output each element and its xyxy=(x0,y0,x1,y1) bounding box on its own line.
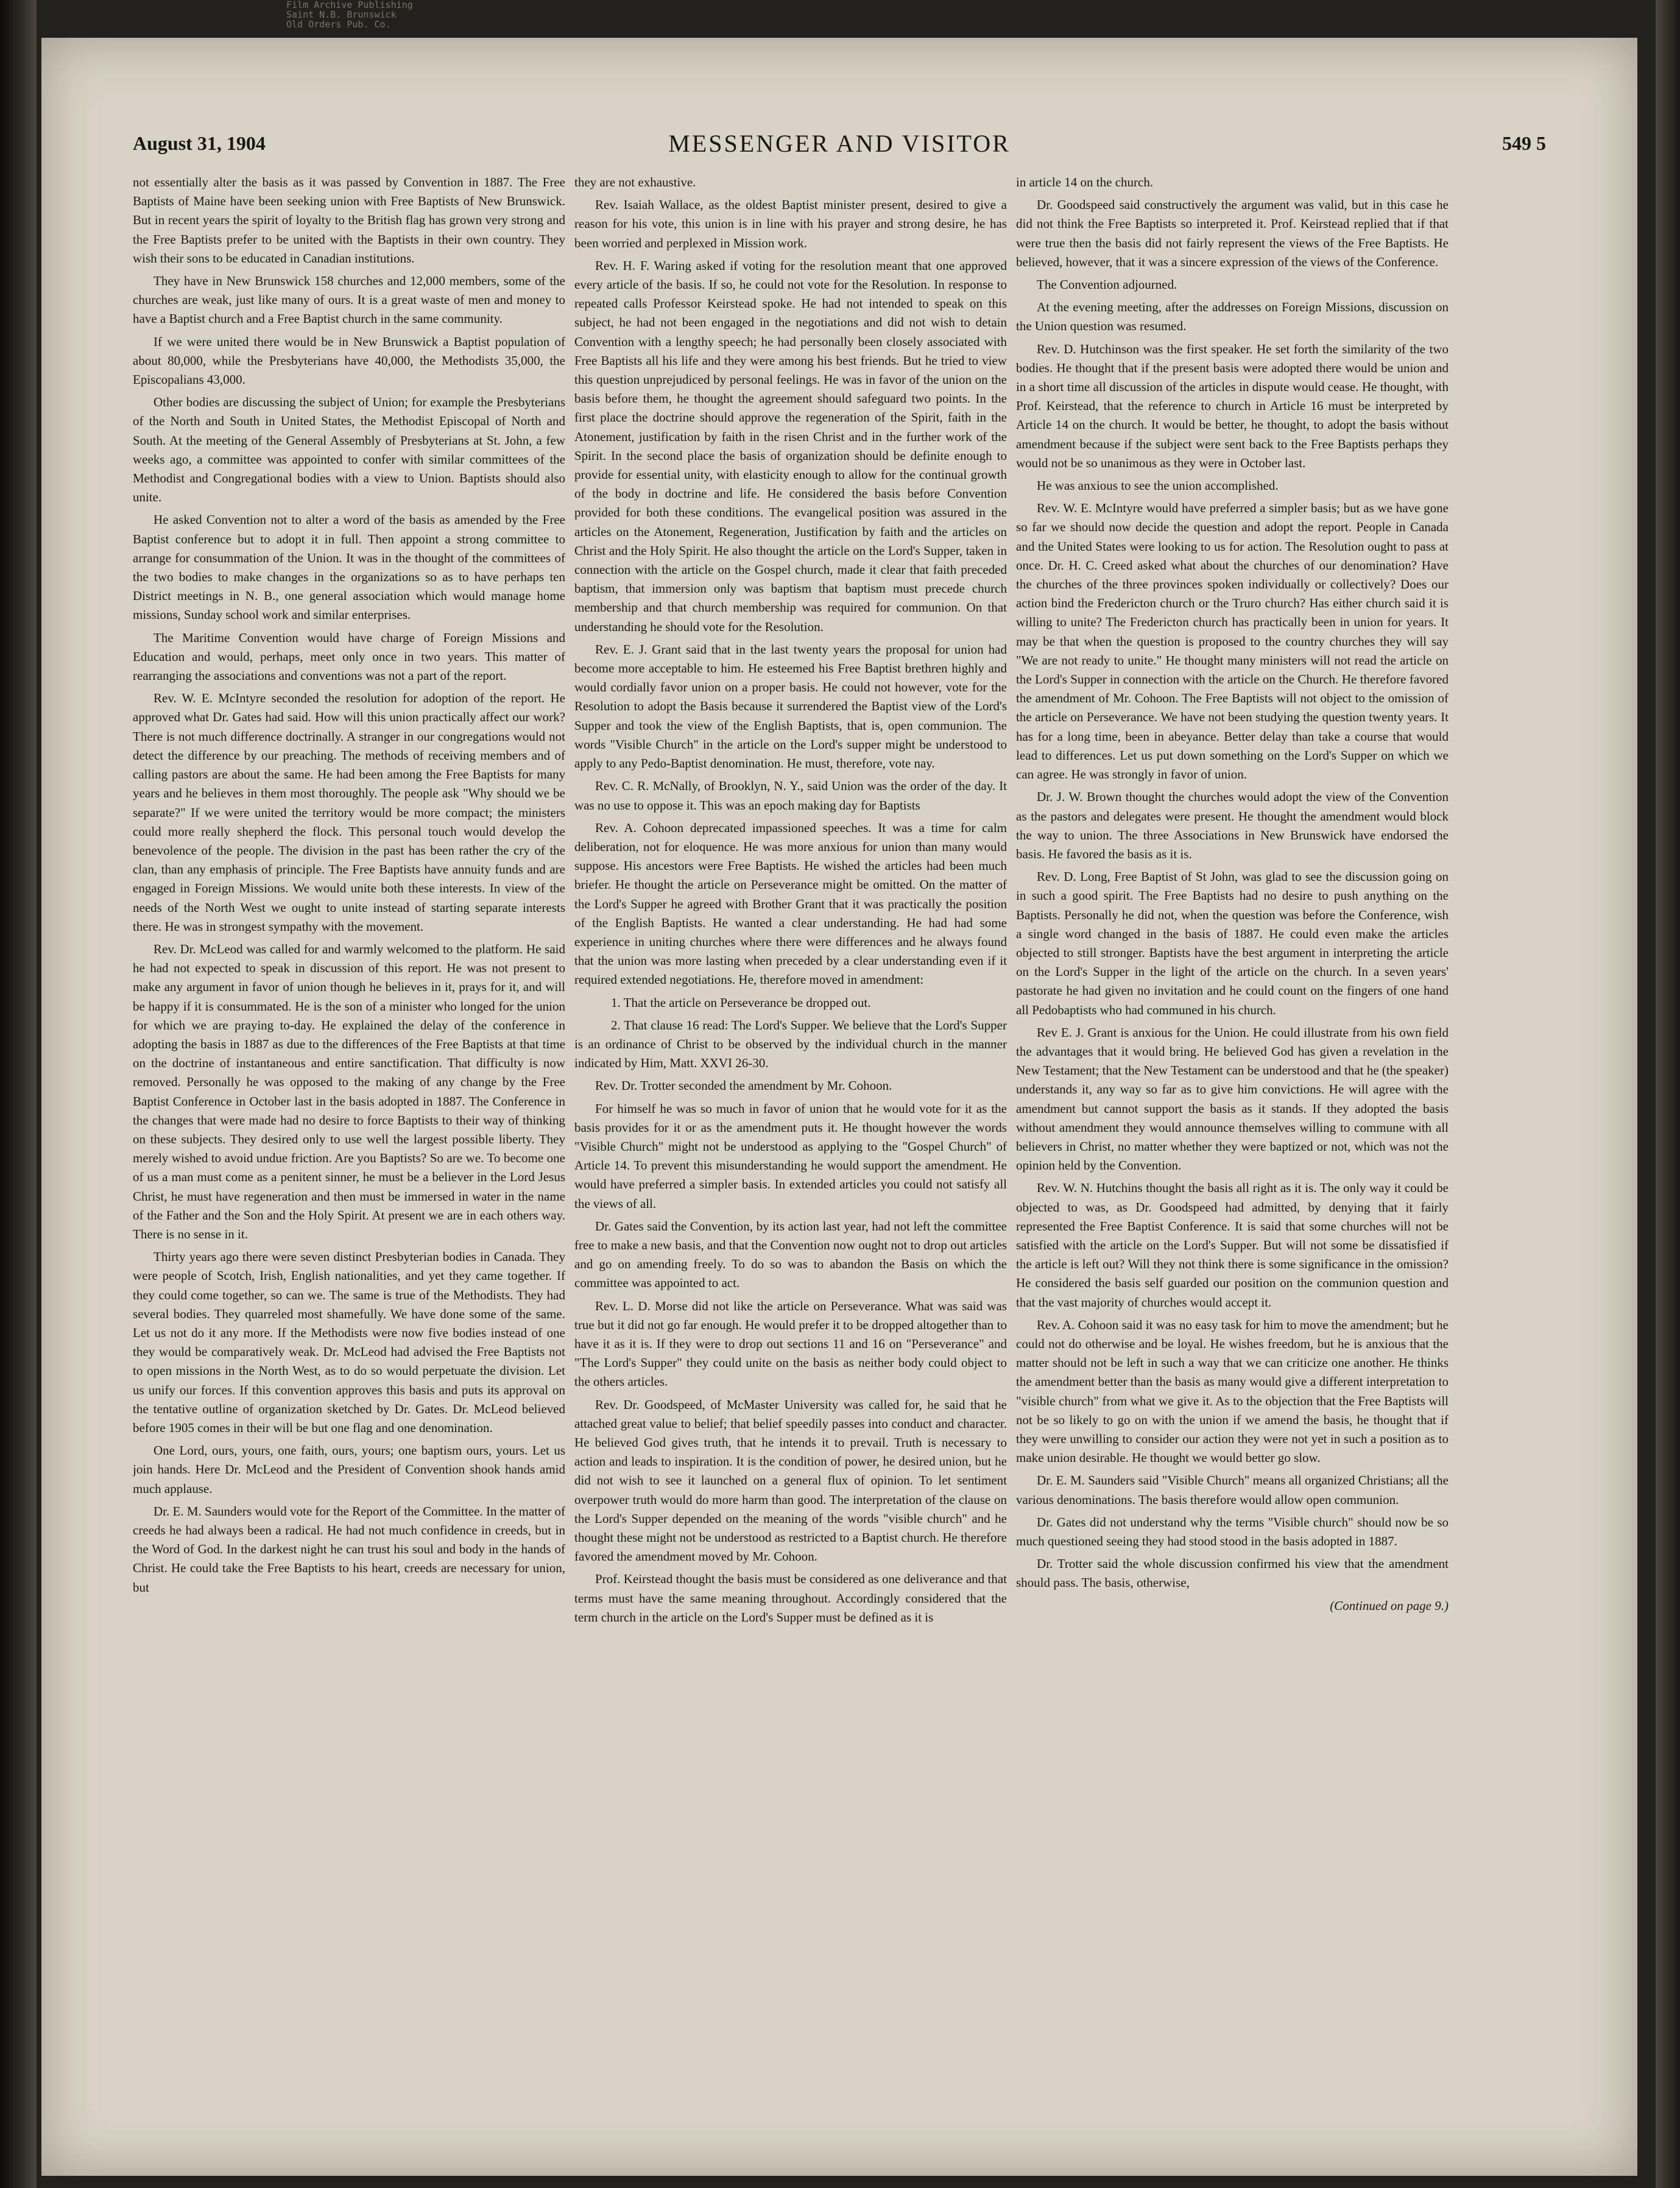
paragraph: He asked Convention not to alter a word of the basis as amended by the Free Baptist conference but to adopt it in full. Then appoint a strong committee to arrange for consummation of the Union. It was in the thought of the committees of the two bodies to make changes in the organizations so as to have perhaps ten District meetings in N. B., one general association which would manage home missions, Sunday school work and similar enterprises. xyxy=(133,512,565,623)
paragraph: Rev. D. Hutchinson was the first speaker. He set forth the similarity of the two bodies. He thought that if the present basis were adopted there would be union and in a short time all discussion of the articles in dispute would cease. He thought, with Prof. Keirstead, that the reference to church in Article 16 must be interpreted by Article 14 on the church. It would be better, he thought, to adopt the basis without amendment because if the subject were sent back to the Free Baptists perhaps they would not be so unanimous as they were in October last. xyxy=(1016,341,1449,470)
paragraph: The Convention adjourned. xyxy=(1037,277,1177,292)
amendment-clause: 2. That clause 16 read: The Lord's Supper. We believe that the Lord's Supper is an ordinance of Christ to be observed by the individual church in the manner indicated by Him, Matt. XXVI 26-30. xyxy=(574,1017,1007,1071)
paragraph: Thirty years ago there were seven distinct Presbyterian bodies in Canada. They were people of Scotch, Irish, English nationalities, and yet they came together. If they could come together, so can we. The same is true of the Methodists. They had several bodies. They quarreled most shamefully. We have done some of the same. Let us not do it any more. If the Methodists were now five bodies instead of one they would be comparatively weak. Dr. McLeod had advised the Free Baptists not to open missions in the North West, as to do so would perpetuate the division. Let us unify our forces. If this convention approves this basis and puts its approval on the tentative outline of organization sketched by Dr. Gates. Dr. McLeod believed before 1905 comes in their will be but one flag and one denomination. xyxy=(133,1249,565,1435)
film-border-right xyxy=(1656,0,1680,2188)
paragraph: He was anxious to see the union accomplished. xyxy=(1037,478,1279,493)
paragraph: Rev. Dr. McLeod was called for and warmly welcomed to the platform. He said he had not expected to speak in discussion of this report. He was not present to make any argument in favor of union though he believes in it, prays for it, and will be happy if it is consummated. He is the son of a minister who longed for the union for which we are praying to-day. He explained the delay of the conference in adopting the basis in 1887 as due to the differences of the Free Baptists at that time on the doctrine of instantaneous and entire sanctification. That difficulty is now removed. Personally he was opposed to the making of any change by the Free Baptist Conference in October last in the basis adopted in 1887. The Conference in the changes that were made had no desire to force Baptists to their way of thinking on these subjects. They desired only to use well the largest possible liberty. They merely wished to avoid undue friction. Are you Baptists? So are we. To become one of us a man must come as a penitent sinner, he must be a believer in the Lord Jesus Christ, he must have regeneration and then must be immersed in water in the name of the Father and the Son and the Holy Spirit. At present we are in each others way. There is no sense in it. xyxy=(133,941,565,1241)
paragraph: Rev. H. F. Waring asked if voting for the resolution meant that one approved every article of the basis. If so, he could not vote for the Resolution. In response to repeated calls Professor Keirstead spoke. He had not intended to speak on this subject, he had not been engaged in the negotiations and did not wish to detain Convention with a lengthy speech; he had personally been closely associated with Free Baptists all his life and they were among his best friends. But he tried to view this question unprejudiced by personal feelings. He was in favor of the union on the basis before them, he thought the agreement should safeguard two points. In the first place the doctrine should approve the regeneration of the Spirit, faith in the Atonement, justification by faith in the risen Christ and in the further work of the Spirit. In the second place the basis of organization should be definite enough to provide for essential unity, with elasticity enough to allow for the continual growth of the body in doctrine and life. He considered the basis before Convention provided for both these conditions. The evangelical position was assured in the articles on the Atonement, Regeneration, Justification by faith and the articles on Christ and the Holy Spirit. He also thought the article on the Lord's Supper, taken in connection with the article on the Gospel church, made it clear that faith preceded baptism, that immersion only was baptism that baptism must precede church membership and that church membership was required for communion. On that understanding he should vote for the Resolution. xyxy=(574,258,1007,634)
paragraph: Dr. J. W. Brown thought the churches would adopt the view of the Convention as the pastors and delegates were present. He thought the amendment would block the way to union. The three Associations in New Brunswick have endorsed the basis. He favored the basis as it is. xyxy=(1016,789,1449,861)
paragraph: Rev. A. Cohoon said it was no easy task for him to move the amendment; but he could not do otherwise and be loyal. He wishes freedom, but he is anxious that the matter should not be left in such a way that we can criticize one another. He thinks the amendment better than the basis as many would give a different interpretation to "visible church" from what we give it. As to the objection that the Free Baptists will not be so likely to go on with the union if we amend the basis, he thought that if they were unwilling to consider our action they were not yet in such a position as to make union desirable. He thought we would better go slow. xyxy=(1016,1317,1449,1466)
paragraph: Rev. W. N. Hutchins thought the basis all right as it is. The only way it could be objected to was, as Dr. Goodspeed had admitted, by denying that it fairly represented the Free Baptist Conference. It is said that some churches will not be satisfied with the article on the Lord's Supper. But will not some be dissatisfied if the article is left out? Will they not think there is some significance in the omission? He considered the basis self guarded our position on the communion question and that the vast majority of churches would accept it. xyxy=(1016,1180,1449,1310)
column-3 xyxy=(1016,173,1449,2159)
paragraph: Rev. W. E. McIntyre would have preferred a simpler basis; but as we have gone so far we should now decide the question and adopt the report. People in Canada and the United States were looking to us for action. The Resolution ought to pass at once. Dr. H. C. Creed asked what about the churches of our denomination? Have the churches of the three provinces spoken individually or collectively? Does our action bind the Fredericton church or the Truro church? Has either church said it is willing to unite? The Fredericton church has practically been in union for years. It may be that when the question is proposed to the country churches they will say "We are not ready to unite." He thought many ministers will not read the article on the Lord's Supper in connection with the article on the Church. He therefore favored the amendment of Mr. Cohoon. The Free Baptists will not object to the omission of the article on Perseverance. We have not been studying the question twenty years. It has for a long time, been in abeyance. Better delay than take a course that would lead to differences. Let us put down something on the Lord's Supper on which we can agree. He was strongly in favor of union. xyxy=(1016,501,1449,782)
paragraph: Dr. E. M. Saunders would vote for the Report of the Committee. In the matter of creeds he had always been a radical. He had not much confidence in creeds, but in the Word of God. In the darkest night he can trust his soul and body in the hands of Christ. He could take the Free Baptists to his heart, creeds are necessary for union, but xyxy=(133,1503,565,1595)
paragraph: At the evening meeting, after the addresses on Foreign Missions, discussion on the Union question was resumed. xyxy=(1016,300,1449,334)
page-header xyxy=(41,38,1637,166)
paragraph: Rev. E. J. Grant said that in the last twenty years the proposal for union had become more acceptable to him. He esteemed his Free Baptist brethren highly and would cordially favor union on a proper basis. He could not however, vote for the Resolution to adopt the Basis because it surrendered the Baptist view of the Lord's Supper and took the view of the English Baptists, that is, open communion. The words "Visible Church" in the article on the Lord's supper might be understood to apply to any Pedo-Baptist denomination. He must, therefore, vote nay. xyxy=(574,641,1007,771)
column-2 xyxy=(574,173,1007,2159)
paragraph: For himself he was so much in favor of union that he would vote for it as the basis provides for it or as the amendment puts it. He thought however the words "Visible Church" might not be understood as applying to the "Gospel Church" of Article 14. To prevent this misunderstanding he would support the amendment. He would have preferred a simpler basis. In extended articles you could not satisfy all the views of all. xyxy=(574,1101,1007,1211)
newspaper-page xyxy=(41,38,1637,2176)
stamp-line: Saint N.B. Brunswick xyxy=(286,9,397,20)
paragraph: Rev E. J. Grant is anxious for the Union. He could illustrate from his own field the advantages that it would bring. He believed God has given a revelation in the New Testament; that the New Testament can be understood and that he (the speaker) understands it, any way so far as to give him convictions. He will agree with the amendment but cannot support the basis as it stands. If they adopted the basis without amendment they would announce themselves willing to commune with all believers in Christ, no matter whether they were baptized or not, which was not the opinion held by the Convention. xyxy=(1016,1025,1449,1173)
film-border-left xyxy=(0,0,37,2188)
paragraph: Rev. A. Cohoon deprecated impassioned speeches. It was a time for calm deliberation, not for eloquence. He was more anxious for union than many would suppose. His ancestors were Free Baptists. He wished the articles had been much briefer. He thought the article on Perseverance might be omitted. On the matter of the Lord's Supper he agreed with Brother Grant that it was practically the position of the English Baptists. He wanted a clear understanding. He had had some experience in uniting churches where there were differences and he always found that the union was more lasting when preceded by a clear understanding even if it required extended negotiations. He, therefore moved in amendment: xyxy=(574,820,1007,987)
issue-date: August 31, 1904 xyxy=(133,132,266,154)
paragraph: Rev. D. Long, Free Baptist of St John, was glad to see the discussion going on in such a good spirit. The Free Baptists had no desire to push anything on the Baptists. Personally he did not, when the question was before the Conference, wish a single word changed in the basis of 1887. He could even make the articles objected to still stronger. Baptists have the best argument in interpreting the article on the Lord's Supper in the light of the article on the church. In a seven years' pastorate he had given no invitation and he could count on the fingers of one hand all Pedobaptists who had communed in his church. xyxy=(1016,869,1449,1017)
masthead-title: MESSENGER AND VISITOR xyxy=(668,130,1011,157)
stamp-line: Old Orders Pub. Co. xyxy=(286,19,391,30)
stamp-line: Film Archive Publishing xyxy=(286,0,413,10)
paragraph: not essentially alter the basis as it was passed by Convention in 1887. The Free Baptists of Maine have been seeking union with Free Baptists of New Brunswick. But in recent years the spirit of loyalty to the British flag has grown very strong and the Free Baptists prefer to be united with the Baptists in their own country. They wish their sons to be educated in Canadian institutions. xyxy=(133,175,565,266)
page-number: 549 5 xyxy=(1502,132,1546,154)
paragraph: Dr. E. M. Saunders said "Visible Church" means all organized Christians; all the various denominations. The basis therefore would allow open communion. xyxy=(1016,1473,1449,1507)
paragraph: The Maritime Convention would have charge of Foreign Missions and Education and would, perhaps, meet only once in two years. This matter of rearranging the associations and conventions was not a part of the report. xyxy=(133,630,565,683)
paragraph: in article 14 on the church. xyxy=(1016,175,1154,189)
paragraph: If we were united there would be in New Brunswick a Baptist population of about 80,000, while the Presbyterians have 40,000, the Methodists 35,000, the Episcopalians 43,000. xyxy=(133,334,565,387)
paragraph: Dr. Gates said the Convention, by its action last year, had not left the committee free to make a new basis, and that the Convention now ought not to drop out articles and go on amending freely. To do so was to abandon the Basis on which the committee was appointed to act. xyxy=(574,1218,1007,1291)
paragraph: Dr. Goodspeed said constructively the argument was valid, but in this case he did not think the Free Baptists so interpreted it. Prof. Keirstead replied that if that were true then the basis did not fairly represent the views of the Free Baptists. He believed, however, that it was a sincere expression of the views of the Conference. xyxy=(1016,197,1449,269)
paragraph: Rev. Isaiah Wallace, as the oldest Baptist minister present, desired to give a reason for his vote, this union is in line with his prayer and strong desire, he has been worried and perplexed in Mission work. xyxy=(574,197,1007,250)
microfilm-stamp xyxy=(286,0,542,43)
paragraph: they are not exhaustive. xyxy=(574,175,696,189)
paragraph: Rev. C. R. McNally, of Brooklyn, N. Y., said Union was the order of the day. It was no use to oppose it. This was an epoch making day for Baptists xyxy=(574,778,1007,813)
paragraph: One Lord, ours, yours, one faith, ours, yours; one baptism ours, yours. Let us join hands. Here Dr. McLeod and the President of Convention shook hands amid much applause. xyxy=(133,1443,565,1496)
paragraph: They have in New Brunswick 158 churches and 12,000 members, some of the churches are weak, just like many of ours. It is a great waste of men and money to have a Baptist church and a Free Baptist church in the same community. xyxy=(133,274,565,326)
paragraph: Dr. Trotter said the whole discussion confirmed his view that the amendment should pass. The basis, otherwise, xyxy=(1016,1556,1449,1590)
paragraph: Other bodies are discussing the subject of Union; for example the Presbyterians of the North and South in United States, the Methodist Episcopal of North and South. At the meeting of the General Assembly of Presbyterians at St. John, a few weeks ago, a committee was appointed to confer with similar committees of the Methodist and Congregational bodies with a view to Union. Baptists should also unite. xyxy=(133,395,565,505)
paragraph: Rev. L. D. Morse did not like the article on Perseverance. What was said was true but it did not go far enough. He would prefer it to be dropped altogether than to have it as it is. If they were to drop out sections 11 and 16 on "Perseverance" and "The Lord's Supper" they could unite on the basis as neither body could object to the others articles. xyxy=(574,1298,1007,1389)
paragraph: Rev. Dr. Trotter seconded the amendment by Mr. Cohoon. xyxy=(595,1078,892,1093)
continued-note: (Continued on page 9.) xyxy=(1330,1598,1449,1613)
paragraph: Rev. Dr. Goodspeed, of McMaster University was called for, he said that he attached great value to belief; that belief speedily passes into conduct and character. He believed God gives truth, that he intends it to prevail. Truth is necessary to action and leads to inspiration. It is the condition of power, he desired union, but he did not wish to see it launched on a general flux of opinion. To let sentiment overpower truth would do more harm than good. The interpretation of the clause on the Lord's Supper depended on the meaning of the words "visible church" and he thought these might not be understood as restricted to a Baptist church. He therefore favored the amendment moved by Mr. Cohoon. xyxy=(574,1397,1007,1564)
paragraph: Dr. Gates did not understand why the terms "Visible church" should now be so much questioned seeing they had stood stood in the basis adopted in 1887. xyxy=(1016,1514,1449,1549)
paragraph: Rev. W. E. McIntyre seconded the resolution for adoption of the report. He approved what Dr. Gates had said. How will this union practically affect our work? There is not much difference doctrinally. A stranger in our congregations would not detect the difference by our preaching. The methods of receiving members and of calling pastors are about the same. He had been among the Free Baptists for many years and he believes in them most thoroughly. The people ask "Why should we be separate?" If we were united the territory would be more compact; the ministers could more really shepherd the flock. This personal touch would develop the benevolence of the people. The division in the past has been rather the cry of the clan, than any emphasis of principle. The Free Baptists have annuity funds and are engaged in Foreign Missions. We would unite both these interests. In view of the needs of the North West we ought to unite instead of starting separate interests there. He was in strongest sympathy with the movement. xyxy=(133,691,565,934)
amendment-clause: 1. That the article on Perseverance be dropped out. xyxy=(611,995,871,1010)
paragraph: Prof. Keirstead thought the basis must be considered as one deliverance and that terms must have the same meaning throughout. Accordingly considered that the term church in the article on the Lord's Supper must be defined as it is xyxy=(574,1572,1007,1625)
column-1 xyxy=(133,173,565,2159)
